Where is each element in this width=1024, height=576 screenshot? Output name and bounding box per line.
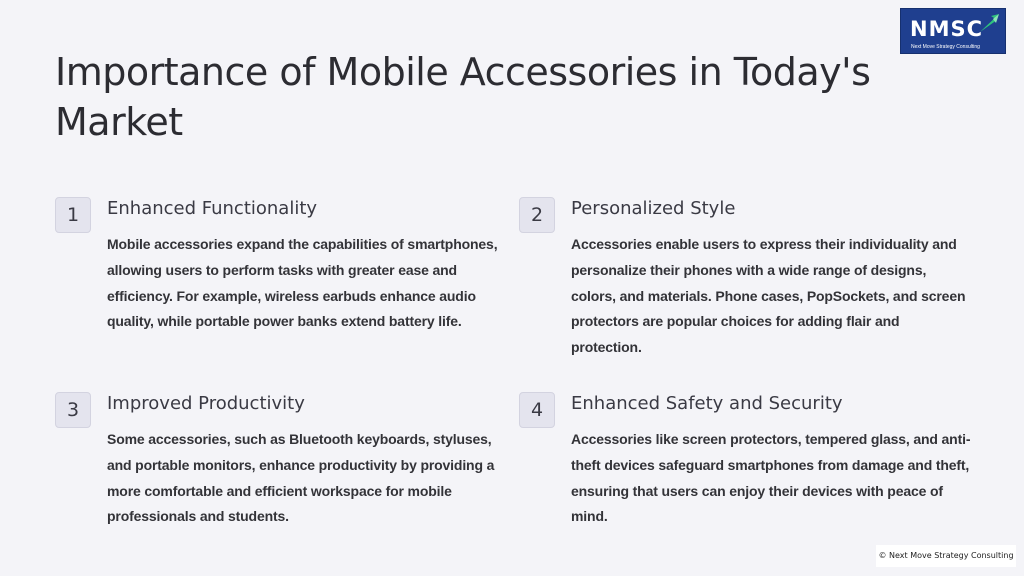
number-badge: 2	[519, 197, 555, 233]
card-body: Some accessories, such as Bluetooth keyboards, styluses, and portable monitors, enhance productivity by providing a more comfortable and efficient workspace for mobile professionals and students.	[107, 431, 495, 525]
number-badge: 1	[55, 197, 91, 233]
card-title: Enhanced Functionality	[107, 198, 318, 219]
company-logo	[900, 8, 1006, 54]
card-body: Accessories like screen protectors, tempered glass, and anti-theft devices safeguard smartphones from damage and theft, ensuring that users can enjoy their devices with peace of mind.	[571, 431, 971, 525]
card-body: Mobile accessories expand the capabilities of smartphones, allowing users to perform tasks with greater ease and efficiency. For example, wireless earbuds enhance audio quality, while portable power banks extend battery life.	[107, 236, 498, 330]
logo-subtitle: Next Move Strategy Consulting	[911, 44, 980, 50]
card-title: Enhanced Safety and Security	[571, 393, 843, 414]
logo-text: NMSC	[910, 17, 984, 41]
arrow-icon	[977, 11, 1003, 35]
copyright-notice: © Next Move Strategy Consulting	[876, 545, 1016, 567]
card-title: Personalized Style	[571, 198, 736, 219]
card-body: Accessories enable users to express their individuality and personalize their phones with a wide range of designs, colors, and materials. Phone cases, PopSockets, and screen protectors are popular choices for adding flair and protection.	[571, 236, 966, 356]
number-badge: 4	[519, 392, 555, 428]
page-title: Importance of Mobile Accessories in Today's Market	[55, 50, 871, 144]
card-title: Improved Productivity	[107, 393, 305, 414]
number-badge: 3	[55, 392, 91, 428]
